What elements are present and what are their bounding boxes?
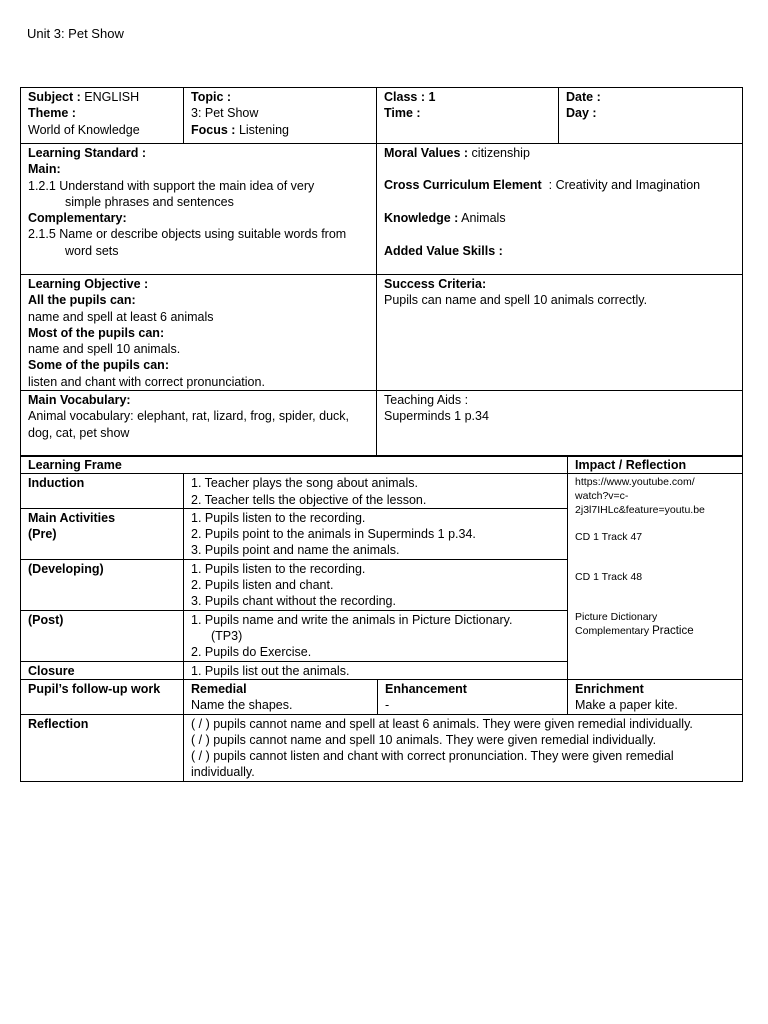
closure-label: Closure (28, 663, 75, 678)
some-pupils-label: Some of the pupils can: (28, 358, 169, 373)
induction-label-cell (21, 474, 184, 509)
main-standard-text-cont: simple phrases and sentences (65, 194, 234, 209)
enrichment-value: Make a paper kite. (575, 698, 678, 713)
developing-steps (184, 559, 568, 610)
youtube-link[interactable]: https://www.youtube.com/ (575, 476, 695, 489)
knowledge-value: Animals (461, 210, 506, 225)
post-label-cell (21, 610, 184, 661)
picture-dictionary-note: Picture Dictionary (575, 611, 658, 624)
main-activities-label-cell (21, 508, 184, 559)
subject-cell: Subject : ENGLISH Theme : World of Knowledge (21, 88, 184, 144)
subject-value: ENGLISH (84, 90, 140, 104)
post-step: 1. Pupils name and write the animals in Picture Dictionary. (191, 612, 513, 627)
theme-label: Theme : (28, 106, 76, 121)
closure-step: 1. Pupils list out the animals. (191, 663, 350, 678)
complementary-text: 2.1.5 Name or describe objects using suitable words from (28, 227, 347, 242)
youtube-link-cont[interactable]: watch?v=c- (575, 490, 629, 503)
induction-step: 2. Teacher tells the objective of the lesson. (191, 492, 427, 507)
reflection-lines (184, 714, 743, 781)
closure-steps (184, 661, 568, 679)
topic-cell (184, 88, 377, 144)
induction-steps (184, 474, 568, 509)
learning-objective-cell (21, 275, 377, 391)
learning-frame-table (20, 455, 743, 782)
teaching-aids-cell (377, 391, 743, 457)
pre-step: 1. Pupils listen to the recording. (191, 510, 366, 525)
date-label: Date : (566, 90, 601, 104)
main-standard-text: 1.2.1 Understand with support the main idea of very (28, 178, 315, 193)
impact-reflection-header: Impact / Reflection (568, 456, 743, 474)
focus-value: Listening (238, 122, 289, 137)
most-pupils-label: Most of the pupils can: (28, 325, 165, 340)
enrichment-cell (568, 679, 743, 714)
teaching-aids-label: Teaching Aids : (384, 393, 469, 408)
knowledge-label: Knowledge : (384, 210, 459, 225)
all-pupils-label: All the pupils can: (28, 293, 136, 308)
reflection-label-cell (21, 714, 184, 781)
learning-standard-label: Learning Standard : (28, 146, 147, 160)
pre-step: 2. Pupils point to the animals in Superminds 1 p.34. (191, 527, 476, 542)
complementary-text-cont: word sets (65, 243, 119, 258)
track-reference: CD 1 Track 48 (575, 571, 643, 584)
complementary-note: Complementary (575, 625, 650, 638)
learning-objective-label: Learning Objective : (28, 277, 149, 291)
developing-label-cell (21, 559, 184, 610)
lesson-plan-info-table (20, 87, 743, 457)
most-pupils-text: name and spell 10 animals. (28, 342, 181, 357)
main-activities-label: Main Activities (28, 510, 116, 525)
moral-values-label: Moral Values : (384, 146, 469, 160)
day-label: Day : (566, 106, 597, 121)
reflection-line: ( / ) pupils cannot listen and chant with correct pronunciation. They were given remedial individually. (191, 749, 674, 780)
impact-notes-cell (568, 474, 743, 680)
developing-step: 2. Pupils listen and chant. (191, 578, 334, 593)
success-criteria-label: Success Criteria: (384, 277, 487, 291)
post-steps (184, 610, 568, 661)
pre-step: 3. Pupils point and name the animals. (191, 543, 400, 558)
main-standard-label: Main: (28, 162, 61, 177)
track-reference: CD 1 Track 47 (575, 531, 643, 544)
cross-curriculum-label: Cross Curriculum Element (384, 178, 542, 193)
developing-step: 1. Pupils listen to the recording. (191, 561, 366, 576)
class-cell (377, 88, 559, 144)
learning-frame-header: Learning Frame (21, 456, 568, 474)
post-step-tp: (TP3) (211, 628, 243, 643)
date-cell (559, 88, 743, 144)
post-label: (Post) (28, 612, 64, 627)
topic-value: 3: Pet Show (191, 106, 259, 121)
pre-steps (184, 508, 568, 559)
post-step: 2. Pupils do Exercise. (191, 645, 312, 660)
remedial-cell (184, 679, 378, 714)
induction-label: Induction (28, 476, 85, 491)
enrichment-label: Enrichment (575, 681, 644, 696)
main-vocabulary-label: Main Vocabulary: (28, 393, 131, 408)
main-vocabulary-cell (21, 391, 377, 457)
unit-title: Unit 3: Pet Show (27, 26, 124, 41)
reflection-line: ( / ) pupils cannot name and spell 10 animals. They were given remedial individually. (191, 732, 657, 747)
values-cell (377, 144, 743, 275)
enhancement-label: Enhancement (385, 681, 467, 696)
practice-note: Practice (652, 625, 694, 638)
followup-label: Pupil’s follow-up work (28, 681, 161, 696)
closure-label-cell (21, 661, 184, 679)
main-vocabulary-text: Animal vocabulary: elephant, rat, lizard, frog, spider, duck, (28, 409, 349, 424)
success-criteria-cell (377, 275, 743, 391)
main-vocabulary-text-cont: dog, cat, pet show (28, 425, 130, 440)
class-label: Class : 1 (384, 90, 436, 104)
cross-curriculum-value: : Creativity and Imagination (548, 178, 701, 193)
some-pupils-text: listen and chant with correct pronunciation. (28, 374, 265, 389)
learning-standard-cell (21, 144, 377, 275)
focus-label: Focus : (191, 122, 236, 137)
theme-value: World of Knowledge (28, 122, 140, 137)
pre-label: (Pre) (28, 527, 57, 542)
added-value-label: Added Value Skills : (384, 243, 503, 258)
induction-step: 1. Teacher plays the song about animals. (191, 476, 418, 491)
topic-label: Topic : (191, 90, 232, 104)
enhancement-value: - (385, 698, 390, 713)
reflection-line: ( / ) pupils cannot name and spell at least 6 animals. They were given remedial individually. (191, 716, 693, 731)
developing-step: 3. Pupils chant without the recording. (191, 594, 396, 609)
reflection-label: Reflection (28, 716, 89, 731)
complementary-label: Complementary: (28, 211, 127, 226)
all-pupils-text: name and spell at least 6 animals (28, 309, 214, 324)
developing-label: (Developing) (28, 561, 104, 576)
followup-label-cell (21, 679, 184, 714)
remedial-value: Name the shapes. (191, 698, 293, 713)
time-label: Time : (384, 106, 421, 121)
teaching-aids-text: Superminds 1 p.34 (384, 409, 489, 424)
moral-values-value: citizenship (471, 146, 530, 160)
youtube-link-cont[interactable]: 2j3l7IHLc&feature=youtu.be (575, 504, 705, 517)
remedial-label: Remedial (191, 681, 247, 696)
enhancement-cell (378, 679, 568, 714)
success-criteria-text: Pupils can name and spell 10 animals correctly. (384, 293, 648, 308)
